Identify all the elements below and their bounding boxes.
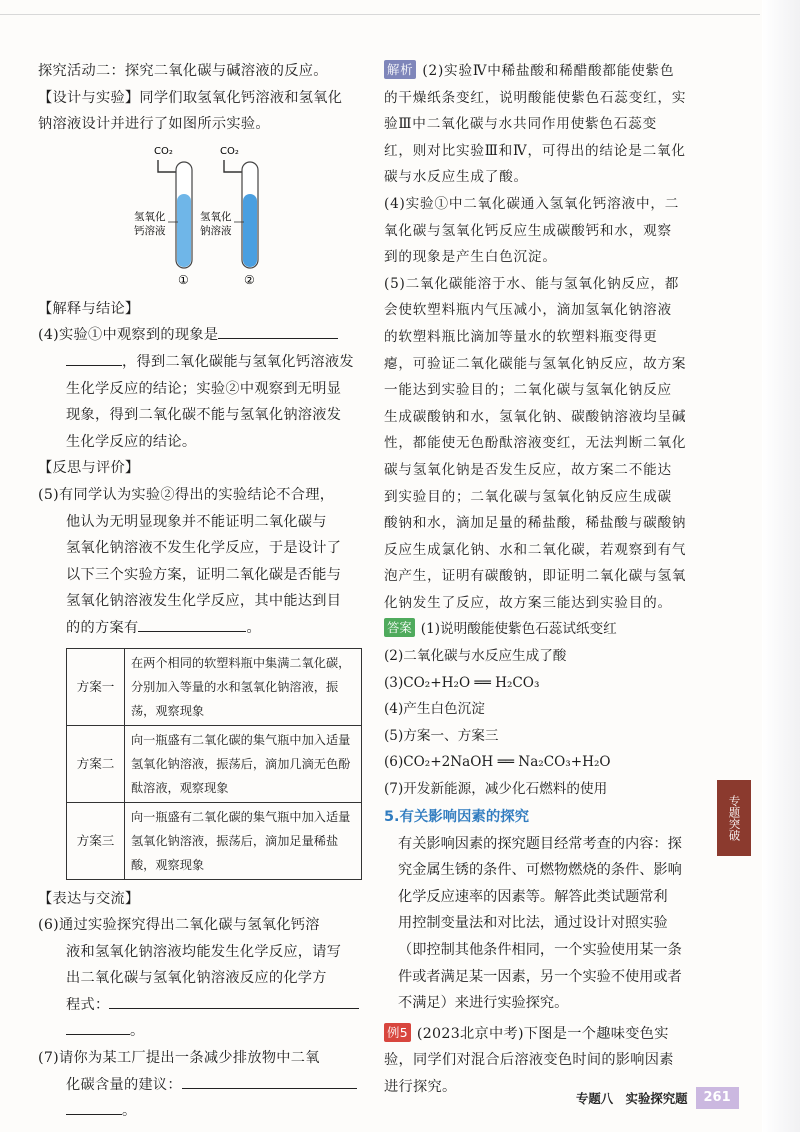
q4-line-5: 生化学反应的结论。	[66, 433, 197, 450]
q5-line-4: 以下三个实验方案，证明二氧化碳是否能与	[66, 566, 342, 583]
design-line-2: 钠溶液设计并进行了如图所示实验。	[38, 116, 270, 133]
q5-line-2: 他认为无明显现象并不能证明二氧化碳与	[66, 513, 327, 530]
q7-line-2	[38, 1072, 368, 1099]
analysis-line-6: (4)实验①中二氧化碳通入氢氧化钙溶液中，二	[384, 195, 680, 212]
answer-line-3: (3)CO₂+H₂O ══ H₂CO₃	[384, 674, 540, 691]
analysis-line-17: 到实验目的；二氧化碳与氢氧化钠反应生成碳	[384, 488, 672, 505]
example-tag: 例5	[384, 1023, 411, 1042]
q7-line-3	[38, 1098, 368, 1125]
analysis-line-16: 碳与氢氧化钠是否发生反应，故方案二不能达	[384, 461, 672, 478]
plan-name: 方案二	[67, 725, 125, 802]
analysis-line-1	[384, 58, 730, 85]
heading-explain: 【解释与结论】	[38, 300, 140, 317]
intro-line-7: 不满足）来进行实验探究。	[398, 995, 569, 1012]
top-rule	[0, 14, 760, 15]
example-line-2: 验，同学们对混合后溶液变色时间的影响因素	[384, 1052, 674, 1069]
q6-text-4: 程式：	[66, 996, 110, 1013]
analysis-line-5: 碳与水反应生成了酸。	[384, 169, 528, 186]
analysis-line-14: 生成碳酸钠和水，氢氧化钠、碳酸钠溶液均呈碱	[384, 408, 687, 425]
q5-line-1: (5)有同学认为实验②得出的实验结论不合理，	[38, 486, 335, 503]
q4-line-1	[38, 322, 368, 349]
plan-text: 向一瓶盛有二氧化碳的集气瓶中加入适量氢氧化钠溶液，振荡后，滴加几滴无色酚酞溶液，观察现象	[125, 725, 362, 802]
q5-line-3: 氢氧化钠溶液不发生化学反应，于是设计了	[66, 540, 342, 557]
analysis-line-2: 的干燥纸条变红，说明酸能使紫色石蕊变红，实	[384, 89, 687, 106]
intro-line-6: 件或者满足某一因素，另一个实验不使用或者	[398, 968, 682, 985]
chapter-side-tab[interactable]	[717, 780, 751, 856]
analysis-line-21: 化钠发生了反应，故方案三能达到实验目的。	[384, 594, 672, 611]
q6-answer-blank[interactable]	[109, 995, 359, 1009]
example-text-1: (2023北京中考)下图是一个趣味变色实	[416, 1025, 669, 1042]
design-line-1: 【设计与实验】同学们取氢氧化钙溶液和氢氧化	[38, 89, 343, 106]
analysis-line-8: 到的现象是产生白色沉淀。	[384, 249, 557, 266]
q5-text-6: 的的方案有	[66, 619, 139, 636]
q5-line-6	[38, 615, 368, 642]
heading-express: 【表达与交流】	[38, 890, 140, 907]
analysis-line-15: 性，都能使无色酚酞溶液变红，无法判断二氧化	[384, 435, 687, 452]
side-tab-label: 专题突破	[727, 795, 742, 841]
plan-text: 向一瓶盛有二氧化碳的集气瓶中加入适量氢氧化钠溶液，振荡后，滴加足量稀盐酸，观察现象	[125, 802, 362, 879]
analysis-line-9: (5)二氧化碳能溶于水、能与氢氧化钠反应，都	[384, 275, 680, 292]
plan-name: 方案一	[67, 648, 125, 725]
intro-line-4: 用控制变量法和对比法，通过设计对照实验	[398, 915, 668, 932]
analysis-line-18: 酸钠和水，滴加足量的稀盐酸，稀盐酸与碳酸钠	[384, 515, 687, 532]
q4-line-4: 现象，得到二氧化碳不能与氢氧化钠溶液发	[66, 407, 342, 424]
analysis-line-3: 验Ⅲ中二氧化碳与水共同作用使紫色石蕊变	[384, 116, 657, 133]
q6-answer-blank-2[interactable]	[66, 1021, 130, 1035]
q6-line-5	[38, 1018, 368, 1045]
intro-line-5: （即控制其他条件相同，一个实验使用某一条	[398, 942, 682, 958]
analysis-line-20: 泡产生，证明有碳酸钠，即证明二氧化碳与氢氧	[384, 568, 687, 585]
solution-2	[243, 194, 257, 267]
analysis-text-1: (2)实验Ⅳ中稀盐酸和稀醋酸都能使紫色	[422, 63, 675, 79]
tube-number-1: ①	[178, 272, 189, 287]
plan-text: 在两个相同的软塑料瓶中集满二氧化碳，分别加入等量的水和氢氧化钠溶液，振荡，观察现象	[125, 648, 362, 725]
answer-line-7: (7)开发新能源，减少化石燃料的使用	[384, 781, 608, 798]
left-column	[38, 58, 368, 1125]
solution-1	[177, 194, 191, 267]
q4-answer-blank[interactable]	[218, 325, 338, 339]
activity-title: 探究活动二：探究二氧化碳与碱溶液的反应。	[38, 63, 328, 79]
intro-line-3: 化学反应速率的因素等。解答此类试题常利	[398, 888, 668, 905]
label-caoh2-1: 氢氧化	[134, 210, 166, 223]
q4-line-3: 生化学反应的结论；实验②中观察到无明显	[66, 380, 342, 397]
analysis-line-12: 瘪，可验证二氧化碳能与氢氧化钠反应，故方案	[384, 355, 687, 372]
q6-line-3: 出二氧化碳与氢氧化钠溶液反应的化学方	[66, 970, 327, 987]
answer-line-2: (2)二氧化碳与水反应生成了酸	[384, 648, 567, 665]
experiment-figure	[38, 142, 368, 294]
page-edge	[762, 0, 800, 1132]
chapter-title: 专题八 实验探究题	[576, 1091, 688, 1106]
analysis-tag: 解析	[384, 60, 416, 79]
analysis-line-19: 反应生成氯化钠、水和二氧化碳，若观察到有气	[384, 541, 687, 558]
section-heading: 5.有关影响因素的探究	[384, 808, 529, 825]
q5-line-5: 氢氧化钠溶液发生化学反应，其中能达到目	[66, 593, 342, 610]
q6-line-1: (6)通过实验探究得出二氧化碳与氢氧化钙溶	[38, 917, 320, 934]
analysis-line-4: 红，则对比实验Ⅲ和Ⅳ，可得出的结论是二氧化	[384, 142, 686, 159]
analysis-line-10: 会使软塑料瓶内气压减小，滴加氢氧化钠溶液	[384, 302, 672, 319]
example-line-3: 进行探究。	[384, 1078, 457, 1095]
label-naoh-2: 钠溶液	[200, 224, 232, 237]
analysis-line-13: 一能达到实验目的；二氧化碳与氢氧化钠反应	[384, 382, 672, 399]
q7-text-2: 化碳含量的建议：	[66, 1076, 182, 1093]
tube-number-2: ②	[244, 272, 255, 287]
answer-line-6: (6)CO₂+2NaOH ══ Na₂CO₃+H₂O	[384, 754, 611, 771]
q7-line-1: (7)请你为某工厂提出一条减少排放物中二氧	[38, 1050, 320, 1067]
table-row	[67, 648, 362, 725]
q6-line-2: 液和氢氧化钠溶液均能发生化学反应，请写	[66, 943, 342, 960]
q5-end: 。	[246, 619, 261, 636]
q6-end: 。	[130, 1023, 145, 1040]
answer-line-1	[384, 616, 730, 643]
q7-answer-blank-2[interactable]	[66, 1101, 122, 1115]
analysis-line-11: 的软塑料瓶比滴加等量水的软塑料瓶变得更	[384, 328, 658, 345]
q5-answer-blank[interactable]	[138, 618, 246, 632]
co2-label-2: CO₂	[220, 145, 239, 157]
co2-label-1: CO₂	[154, 145, 173, 157]
intro-line-2: 究金属生锈的条件、可燃物燃烧的条件、影响	[398, 862, 682, 879]
label-naoh-1: 氢氧化	[200, 210, 232, 223]
label-caoh2-2: 钙溶液	[134, 224, 166, 237]
q7-end: 。	[122, 1103, 137, 1120]
plan-table	[66, 648, 362, 880]
answer-tag: 答案	[384, 618, 415, 637]
q4-answer-blank-2[interactable]	[66, 352, 122, 366]
answer-line-5: (5)方案一、方案三	[384, 727, 499, 744]
q7-answer-blank[interactable]	[182, 1075, 357, 1089]
q6-line-4	[38, 992, 368, 1019]
heading-reflect: 【反思与评价】	[38, 460, 140, 477]
answer-text-1: (1)说明酸能使紫色石蕊试纸变红	[420, 621, 617, 638]
example-line-1	[384, 1021, 730, 1048]
q4-text-2: ，得到二氧化碳能与氢氧化钙溶液发	[122, 353, 354, 370]
q4-text-1: (4)实验①中观察到的现象是	[38, 327, 219, 344]
answer-line-4: (4)产生白色沉淀	[384, 701, 485, 718]
right-column	[384, 58, 730, 1101]
page-number: 261	[696, 1087, 739, 1109]
plan-name: 方案三	[67, 802, 125, 879]
analysis-line-7: 氧化碳与氢氧化钙反应生成碳酸钙和水，观察	[384, 222, 672, 239]
intro-line-1: 有关影响因素的探究题目经常考查的内容：探	[398, 835, 682, 852]
table-row	[67, 802, 362, 879]
q4-line-2	[38, 349, 368, 376]
test-tube-diagram	[134, 142, 298, 292]
table-row	[67, 725, 362, 802]
page-footer	[576, 1086, 739, 1110]
